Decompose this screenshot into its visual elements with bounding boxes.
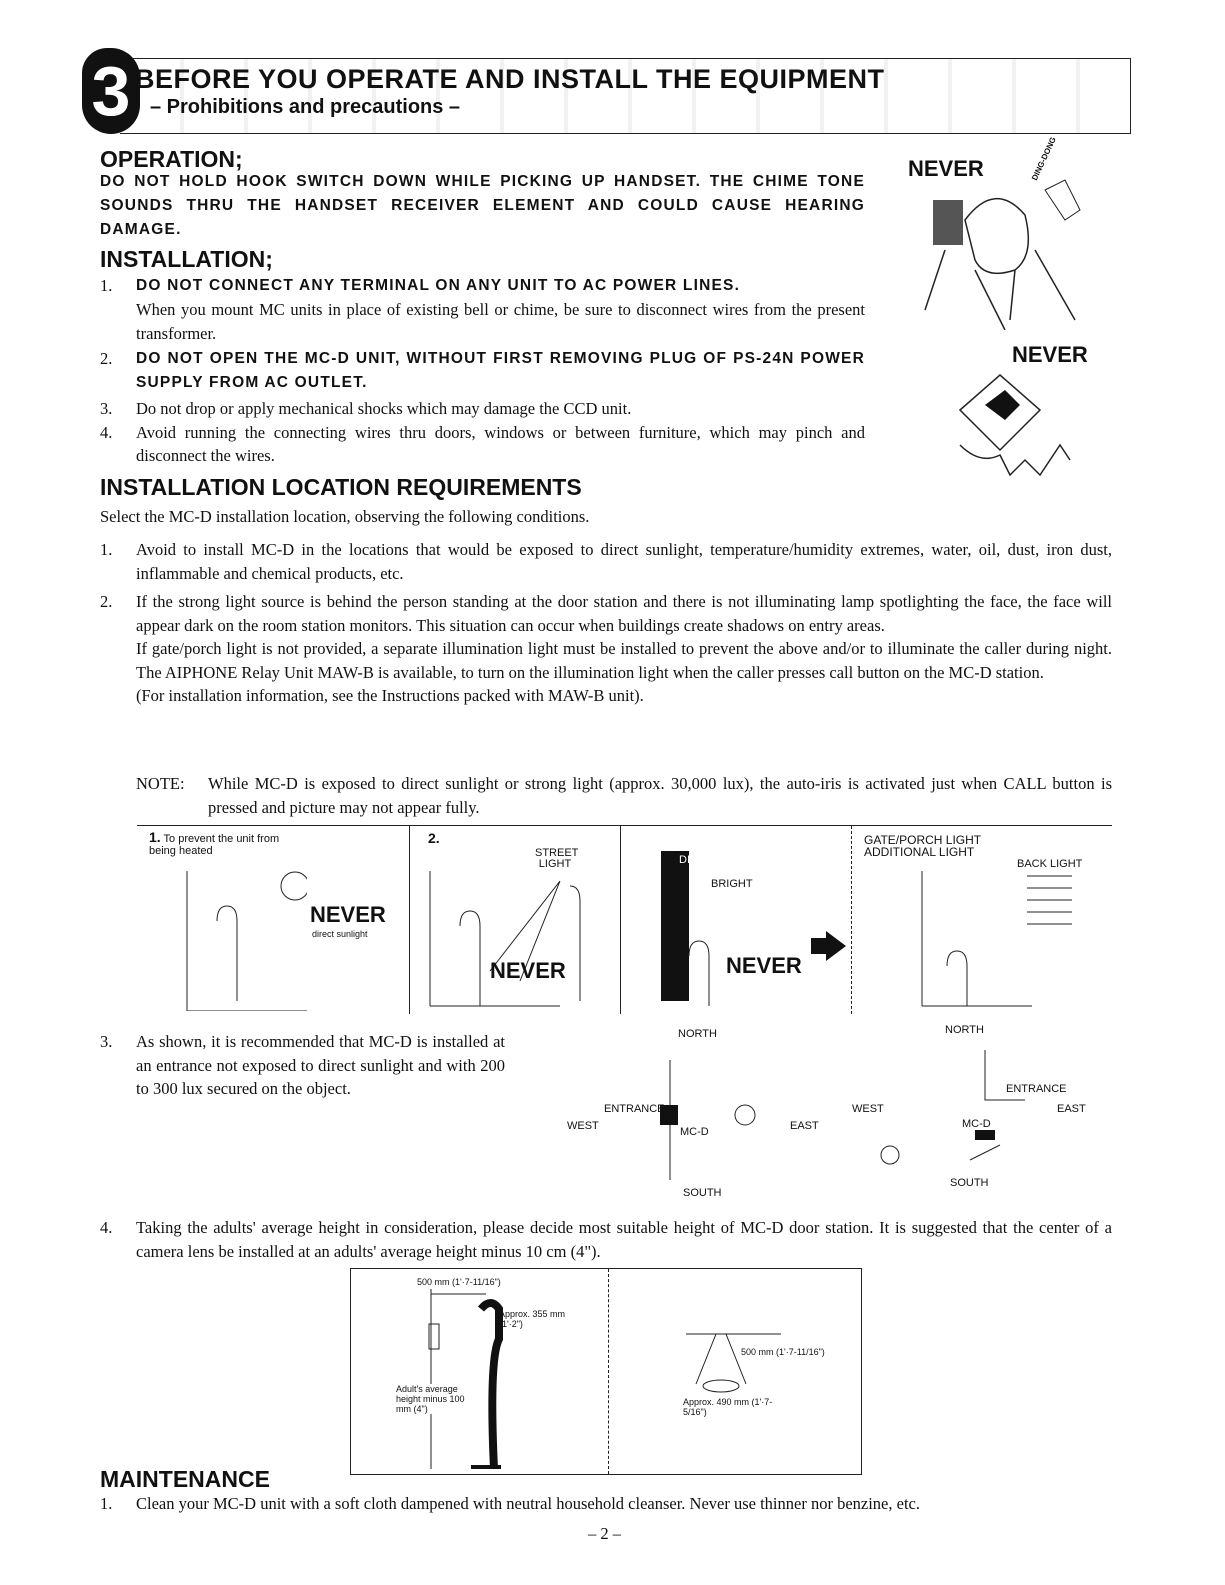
panel-number: 2. xyxy=(428,830,440,846)
sun-person-drawing xyxy=(167,861,307,1011)
location-item-1 xyxy=(100,538,1112,585)
figure-row xyxy=(137,825,1112,1016)
east-label: EAST xyxy=(790,1120,819,1132)
figure-panel-2 xyxy=(410,826,621,1014)
caption-text: To prevent the unit from being heated xyxy=(149,833,280,857)
installation-item-1 xyxy=(100,274,865,345)
handset-person-illustration xyxy=(915,160,1105,330)
mcd-label-2: MC-D xyxy=(962,1118,991,1130)
item-text: When you mount MC units in place of existing bell or chime, be sure to disconnect wires from the present transformer. xyxy=(136,300,865,343)
maintenance-heading: MAINTENANCE xyxy=(100,1466,270,1492)
gate-light-labels xyxy=(864,834,981,858)
item-number: 2. xyxy=(100,592,113,611)
east-label-2: EAST xyxy=(1057,1103,1086,1115)
height-figure xyxy=(350,1268,862,1475)
item-number: 4. xyxy=(100,422,113,442)
never-label-2: NEVER xyxy=(1012,342,1088,367)
item-warning: DO NOT OPEN THE MC-D UNIT, WITHOUT FIRST REMOVING PLUG OF PS-24N POWER SUPPLY FROM AC OUTLET. xyxy=(136,350,865,391)
location-intro: Select the MC-D installation location, observing the following conditions. xyxy=(100,507,590,526)
entrance-label: ENTRANCE xyxy=(604,1103,665,1115)
figure-panel-1 xyxy=(137,826,410,1014)
location-item-4 xyxy=(100,1216,1112,1263)
dim-label: DIM xyxy=(679,854,700,866)
item-text: As shown, it is recommended that MC-D is installed at an entrance not exposed to direct sunlight and with 200 to 300 lux secured on the object. xyxy=(136,1032,505,1098)
maintenance-item-1 xyxy=(100,1492,1112,1516)
location-item-3 xyxy=(100,1030,505,1101)
backlit-person-drawing xyxy=(651,846,851,1016)
installation-item-3 xyxy=(100,397,865,421)
item-number: 3. xyxy=(100,399,113,418)
north-label-2: NORTH xyxy=(945,1024,984,1036)
north-label: NORTH xyxy=(678,1028,717,1040)
installation-item-4 xyxy=(100,421,865,468)
item-number: 3. xyxy=(100,1032,113,1051)
item-number: 1. xyxy=(100,540,113,559)
panel-1-caption xyxy=(149,829,309,857)
location-heading: INSTALLATION LOCATION REQUIREMENTS xyxy=(100,474,582,500)
top-view-drawing xyxy=(686,1324,786,1394)
gate-porch-light-label: GATE/PORCH LIGHT xyxy=(864,833,982,847)
never-label: NEVER xyxy=(490,958,566,983)
never-label: NEVER xyxy=(726,953,802,978)
figure-panel-4 xyxy=(852,826,1112,1014)
note-label: NOTE: xyxy=(136,774,185,793)
height-500mm-label: 500 mm (1'·7-11/16") xyxy=(741,1347,825,1357)
back-light-drawing xyxy=(902,866,1112,1016)
mcd-label: MC-D xyxy=(680,1126,709,1138)
ding-dong-label: DING-DONG xyxy=(1030,135,1058,182)
item-text: Avoid to install MC-D in the locations that would be exposed to direct sunlight, temperature/humidity extremes, water, oil, dust, iron dust, inflammable and chemical products, etc. xyxy=(136,540,1112,583)
installation-heading: INSTALLATION; xyxy=(100,246,273,272)
width-500mm-label: 500 mm (1'·7-11/16") xyxy=(417,1277,501,1287)
item-text: Avoid running the connecting wires thru doors, windows or between furniture, which may pinch and disconnect the wires. xyxy=(136,422,865,465)
location-item-2 xyxy=(100,590,1112,708)
person-height-drawing xyxy=(411,1279,531,1469)
never-label-1: NEVER xyxy=(908,156,984,181)
item-text: Clean your MC-D unit with a soft cloth dampened with neutral household cleanser. Never use thinner nor benzine, etc. xyxy=(136,1494,920,1513)
south-label: SOUTH xyxy=(683,1187,722,1199)
west-label-2: WEST xyxy=(852,1103,884,1115)
entrance-label-2: ENTRANCE xyxy=(1006,1083,1067,1095)
direct-sunlight-label: direct sunlight xyxy=(312,929,368,939)
dropped-unit-illustration xyxy=(955,370,1095,485)
back-light-label: BACK LIGHT xyxy=(1017,858,1083,870)
item-text: If gate/porch light is not provided, a separate illumination light must be installed to prevent the above and/or to illuminate the caller during night. The AIPHONE Relay Unit MAW-B is available, to turn on the illumination light when the caller presses call button on the MC-D station. xyxy=(136,639,1112,682)
section-number: 3 xyxy=(82,48,140,134)
item-text: If the strong light source is behind the person standing at the door station and there is not illuminating lamp spotlighting the face, the face will appear dark on the room station monitors. This situation can occur when buildings create shadows on entry areas. xyxy=(136,592,1112,635)
installation-list xyxy=(100,274,865,468)
item-number: 2. xyxy=(100,349,113,368)
approx-355mm-label: Approx. 355 mm (1'·2") xyxy=(499,1309,566,1329)
panel-number: 1. xyxy=(149,829,161,845)
section-subtitle: – Prohibitions and precautions – xyxy=(150,96,461,118)
item-number: 1. xyxy=(100,1494,113,1513)
operation-warning: DO NOT HOLD HOOK SWITCH DOWN WHILE PICKING UP HANDSET. THE CHIME TONE SOUNDS THRU THE HANDSET RECEIVER ELEMENT AND COULD CAUSE HEARING DAMAGE. xyxy=(100,173,865,238)
item-number: 4. xyxy=(100,1218,113,1237)
page-number: – 2 – xyxy=(588,1524,621,1543)
note xyxy=(136,772,1112,819)
section-title: BEFORE YOU OPERATE AND INSTALL THE EQUIPMENT xyxy=(135,64,885,94)
street-light-drawing xyxy=(420,866,620,1016)
additional-light-label: ADDITIONAL LIGHT xyxy=(864,845,975,859)
item-number: 1. xyxy=(100,276,113,295)
bright-label: BRIGHT xyxy=(711,878,753,890)
note-text: While MC-D is exposed to direct sunlight or strong light (approx. 30,000 lux), the auto-iris is activated just when CALL button is pressed and picture may not appear fully. xyxy=(208,774,1112,817)
item-warning: DO NOT CONNECT ANY TERMINAL ON ANY UNIT TO AC POWER LINES. xyxy=(136,277,741,294)
operation-heading: OPERATION; xyxy=(100,146,243,172)
south-label-2: SOUTH xyxy=(950,1177,989,1189)
street-light-label: STREET LIGHT xyxy=(535,847,579,870)
adult-height-label: Adult's average height minus 100 mm (4") xyxy=(396,1384,471,1414)
installation-item-2 xyxy=(100,347,865,395)
approx-490mm-label: Approx. 490 mm (1'·7-5/16") xyxy=(683,1397,773,1417)
item-text: (For installation information, see the Instructions packed with MAW-B unit). xyxy=(136,686,644,705)
divider xyxy=(608,1269,609,1474)
west-label: WEST xyxy=(567,1120,599,1132)
item-text: Do not drop or apply mechanical shocks which may damage the CCD unit. xyxy=(136,399,632,418)
never-label: NEVER xyxy=(310,902,386,927)
figure-panel-3 xyxy=(621,826,852,1014)
item-text: Taking the adults' average height in consideration, please decide most suitable height of MC-D door station. It is suggested that the center of a camera lens be installed at an adults' average height minus 10 cm (4"). xyxy=(136,1218,1112,1261)
